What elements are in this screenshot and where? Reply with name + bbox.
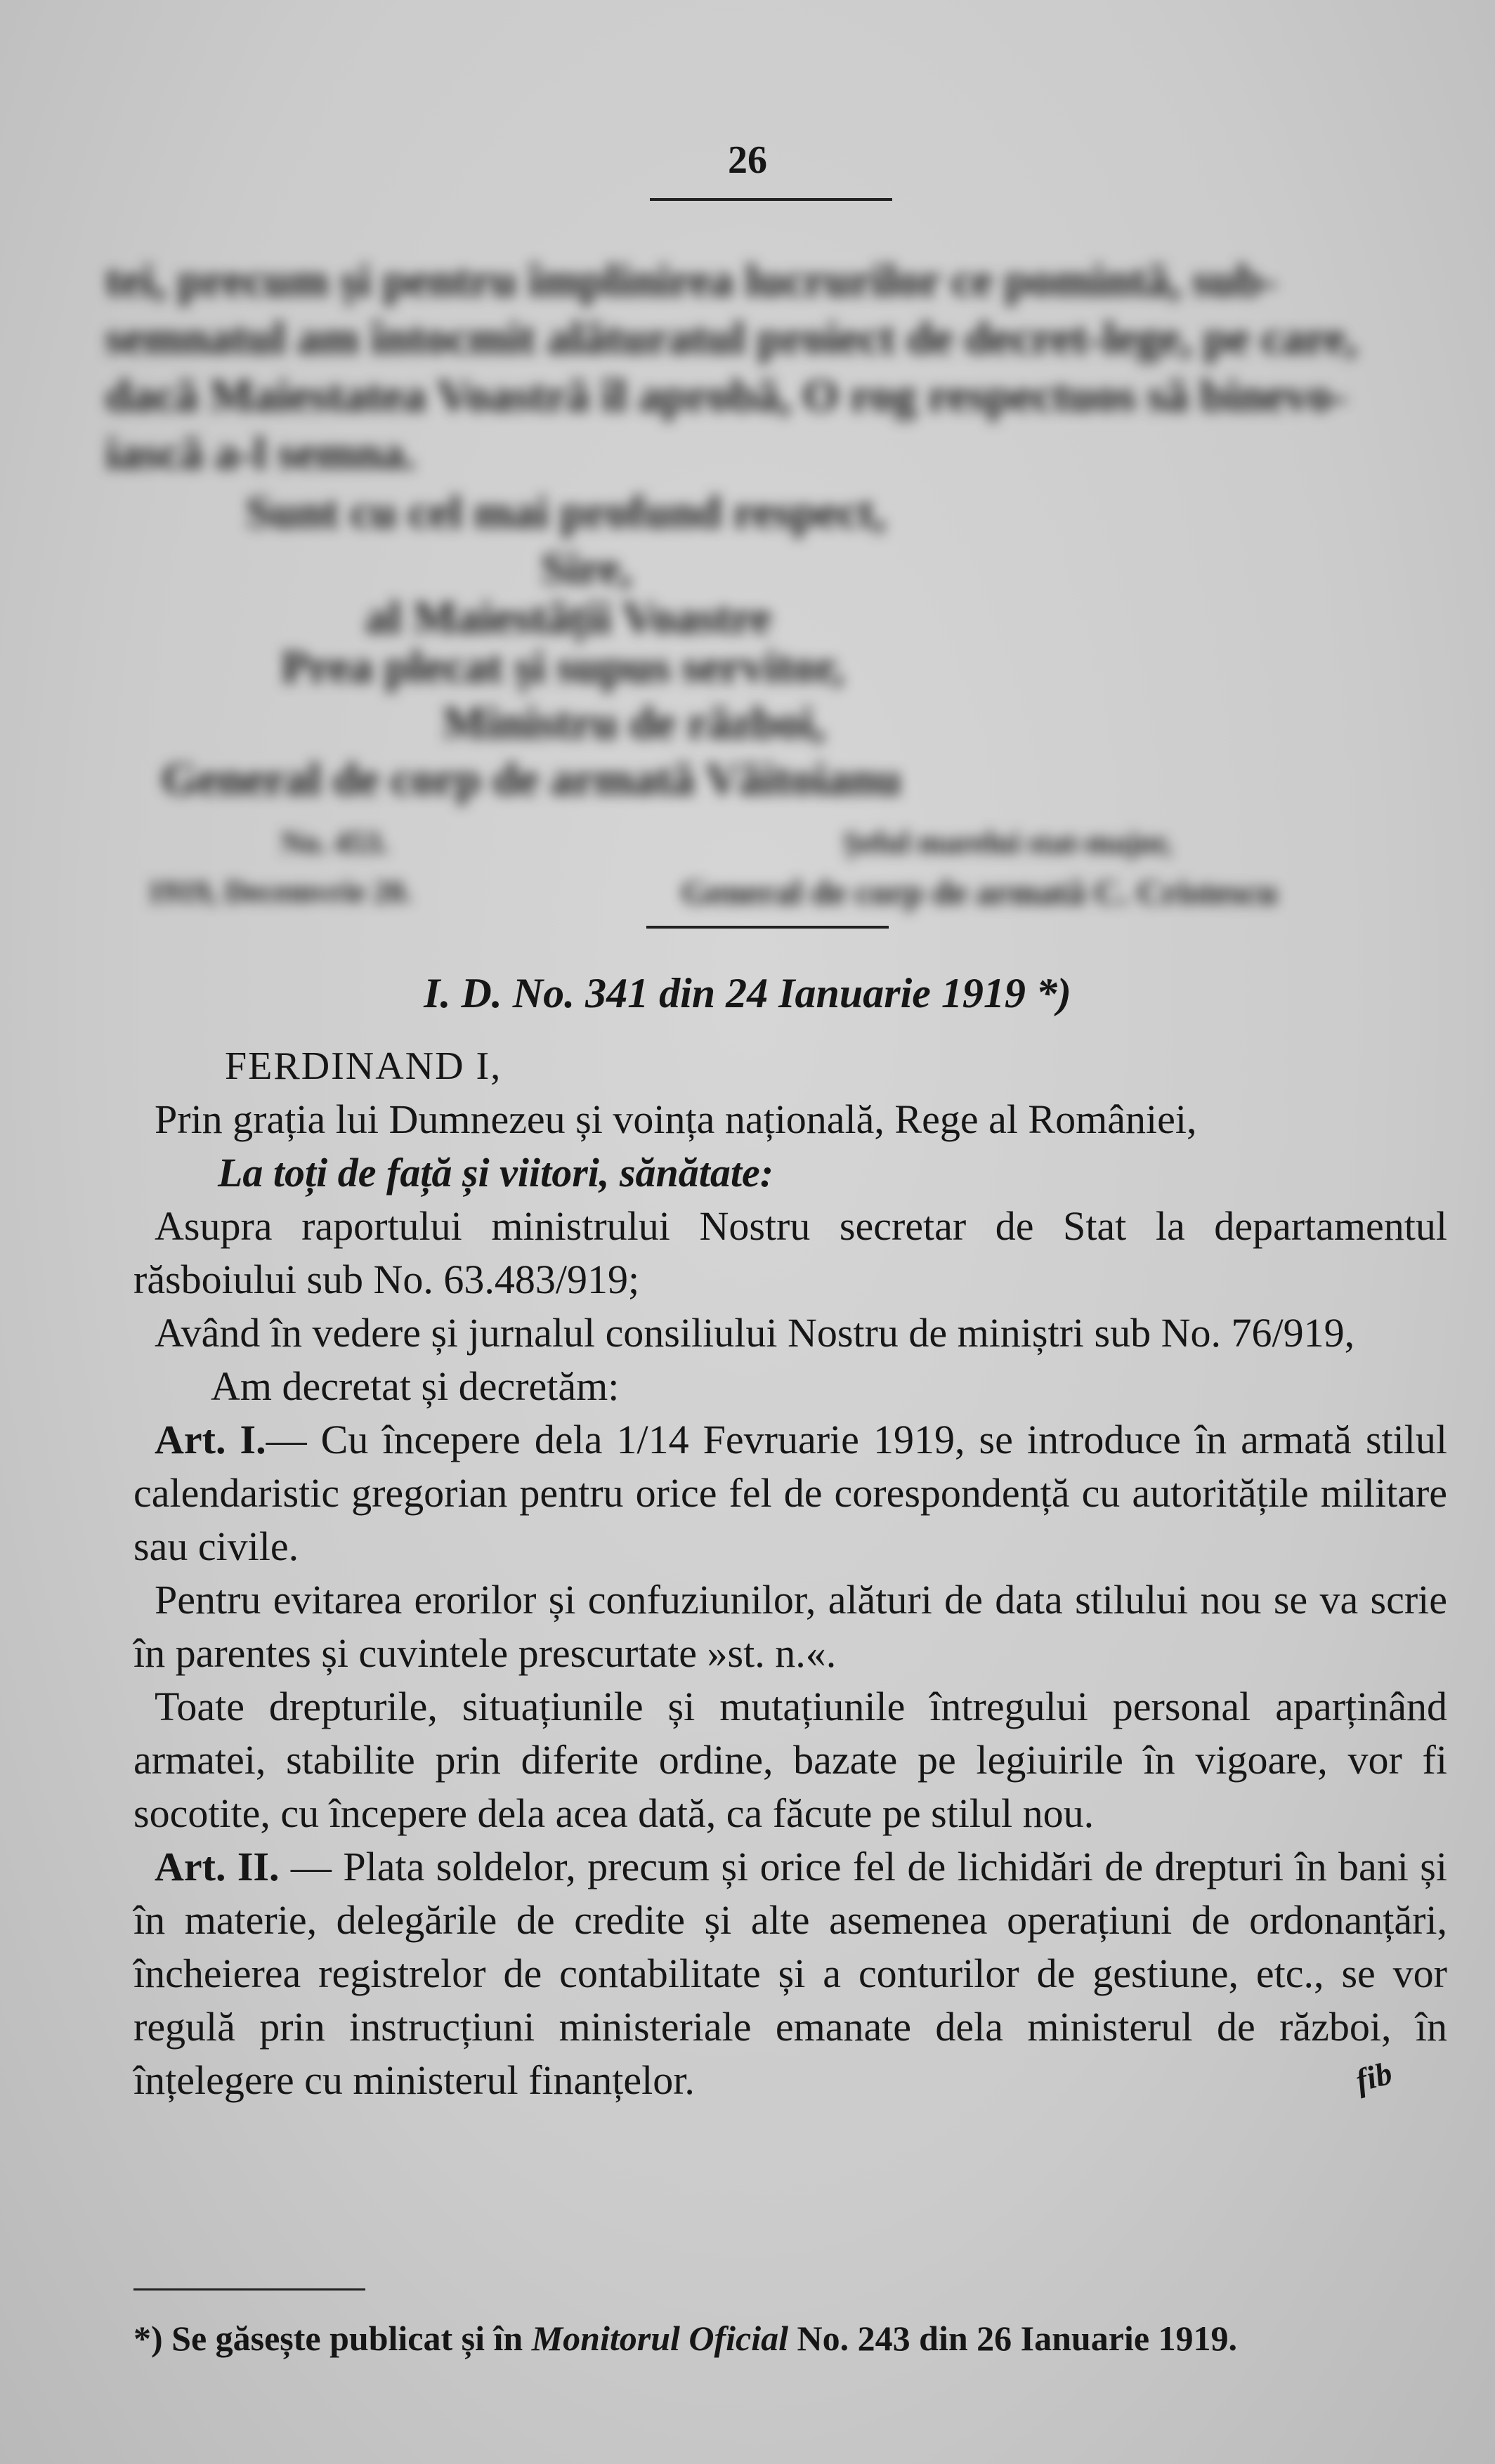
handwritten-margin-note: fib <box>1352 2055 1396 2099</box>
paragraph: Am decretat și decretăm: <box>211 1363 620 1409</box>
paragraph: Având în vedere și jurnalul consiliului Nostru de miniștri sub No. 76/919, <box>155 1310 1355 1356</box>
king-name: FERDINAND I, <box>225 1044 502 1088</box>
blurred-line: al Maiestății Voastre <box>365 592 772 643</box>
section-divider <box>646 926 889 929</box>
article-2 <box>133 1840 1447 2107</box>
blurred-line: Sire, <box>541 543 632 594</box>
greeting: La toți de față și viitori, sănătate: <box>218 1150 774 1195</box>
paragraph: Pentru evitarea erorilor și confuziunilor, alături de data stilului nou se va scrie în parentes și cuvintele prescurtate »st. n.«. <box>133 1577 1447 1676</box>
top-divider <box>650 198 892 201</box>
blurred-line: No. 453. <box>281 825 389 860</box>
decree-body <box>133 1040 1447 2107</box>
footnote-prefix: *) Se găsește publicat și în <box>133 2319 532 2358</box>
blurred-line: 1919, Decemvrie 20. <box>148 874 412 909</box>
blurred-line: tei, precum și pentru împlinirea lucrurilor ce pomintă, sub- <box>105 255 1278 306</box>
blurred-line: Ministru de război, <box>443 697 825 749</box>
footnote-divider <box>133 2288 365 2291</box>
paragraph: Asupra raportului ministrului Nostru secretar de Stat la departamentul răsboiului sub No. 63.483/919; <box>133 1203 1447 1302</box>
royal-title: Prin grația lui Dumnezeu și voința națională, Rege al României, <box>155 1096 1197 1142</box>
blurred-line: Prea plecat și supus servitor, <box>281 641 844 693</box>
blurred-line: General de corp de armată Văitoianu <box>162 754 901 805</box>
decree-heading: I. D. No. 341 din 24 Ianuarie 1919 *) <box>424 970 1071 1016</box>
page-number: 26 <box>728 138 767 182</box>
article-text: — Cu începere dela 1/14 Fevruarie 1919, se introduce în armată stilul calendaristic gregorian pentru orice fel de corespondență cu autoritățile militare sau civile. <box>133 1417 1447 1569</box>
blurred-section <box>105 253 1440 920</box>
article-label: Art. I. <box>155 1417 266 1462</box>
blurred-line: dacă Maiestatea Voastră îl aprobă, O rog respectuos să binevo- <box>105 370 1347 421</box>
article-1 <box>133 1413 1447 1573</box>
blurred-line: iască a-l semna. <box>105 428 416 479</box>
article-text: — Plata soldelor, precum și orice fel de lichidări de drepturi în bani și în materie, delegările de credite și alte asemenea operațiuni de ordonanțări, încheierea registrelor de contabilitate și a conturilor de gestiune, etc., se vor regulă prin instrucțiuni ministeriale emanate dela ministerul de război, în înțelegere cu ministerul finanțelor. <box>133 1844 1447 2103</box>
blurred-line: Sunt cu cel mai profund respect, <box>246 487 886 538</box>
footnote-suffix: No. 243 din 26 Ianuarie 1919. <box>788 2319 1238 2358</box>
paragraph: Toate drepturile, situațiunile și mutațiunile întregului personal aparținând armatei, stabilite prin diferite ordine, bazate pe legiuirile în vigoare, vor fi socotite, cu începere dela acea dată, ca făcute pe stilul nou. <box>133 1684 1447 1836</box>
footnote <box>133 2318 1454 2359</box>
blurred-line: semnatul am întocmit alăturatul proiect de decret-lege, pe care, <box>105 313 1357 364</box>
footnote-publication: Monitorul Oficial <box>531 2319 789 2358</box>
blurred-line: General de corp de armată C. Cristescu <box>681 872 1278 912</box>
article-label: Art. II. <box>155 1844 280 1889</box>
blurred-line: Șeful marelui stat-major, <box>843 825 1173 860</box>
